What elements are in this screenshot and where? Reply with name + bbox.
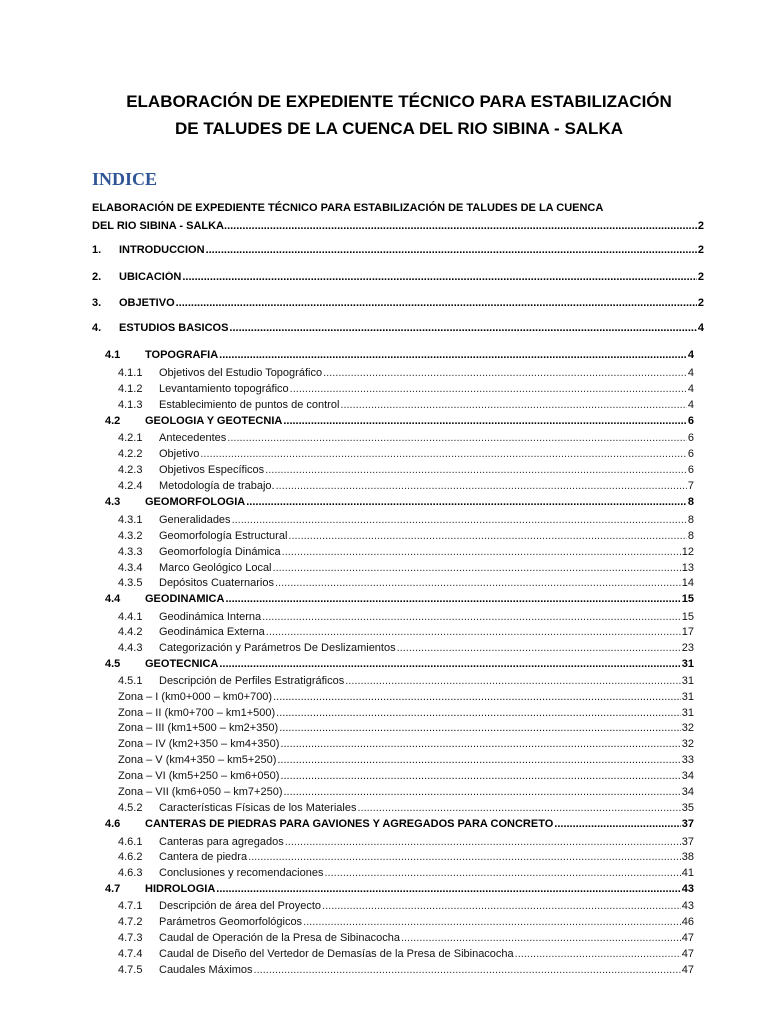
- toc-entry-page: 4: [687, 383, 694, 395]
- toc-entry-page: 12: [681, 546, 694, 558]
- toc-entry-title: Geodinámica Interna: [159, 611, 262, 623]
- toc-entry-number: 4.4: [105, 593, 121, 605]
- toc-entry[interactable]: [118, 964, 694, 976]
- title-line-1: ELABORACIÓN DE EXPEDIENTE TÉCNICO PARA ESTABILIZACIÓN: [126, 92, 672, 111]
- toc-header-page: 2: [697, 220, 704, 232]
- toc-leader-dots: [324, 867, 680, 879]
- toc-entry-page: 33: [681, 754, 694, 766]
- toc-entry-title: Caudal de Diseño del Vertedor de Demasías de la Presa de Sibinacocha: [159, 948, 514, 960]
- toc-entry-number: 4.1.3: [118, 399, 143, 411]
- toc-leader-dots: [277, 754, 680, 766]
- toc-entry-title: Zona – III (km1+500 – km2+350): [118, 722, 279, 734]
- toc-entry-number: 3.: [92, 297, 102, 309]
- toc-entry-number: 4.7: [105, 883, 121, 895]
- indice-heading: INDICE: [92, 169, 158, 189]
- toc-leader-dots: [340, 399, 686, 411]
- toc-entry-title: Levantamiento topográfico: [159, 383, 289, 395]
- toc-entry-number: 4.7.3: [118, 932, 143, 944]
- toc-entry-page: 17: [681, 626, 694, 638]
- toc-entry-number: 4.5.2: [118, 802, 143, 814]
- toc-entry-page: 43: [681, 900, 694, 912]
- toc-entry-page: 31: [681, 707, 694, 719]
- toc-leader-dots: [303, 916, 681, 928]
- toc-entry-title: Cantera de piedra: [159, 851, 248, 863]
- toc-entry[interactable]: [118, 948, 694, 960]
- toc-entry[interactable]: [118, 691, 694, 703]
- toc-entry-number: 4.6.1: [118, 836, 143, 848]
- toc-entry-page: 6: [687, 432, 694, 444]
- toc-entry-number: 4.7.2: [118, 916, 143, 928]
- toc-entry-title: Canteras para agregados: [159, 836, 284, 848]
- toc-entry[interactable]: [118, 464, 694, 476]
- toc-entry-page: 34: [681, 770, 694, 782]
- toc-entry-page: 47: [681, 932, 694, 944]
- toc-entry[interactable]: [105, 818, 694, 830]
- toc-leader-dots: [246, 496, 687, 508]
- toc-entry-page: 8: [687, 496, 694, 508]
- toc-entry-title: Características Físicas de los Materiales: [159, 802, 357, 814]
- toc-entry-title: Generalidades: [159, 514, 231, 526]
- toc-leader-dots: [219, 658, 680, 670]
- toc-entry[interactable]: [118, 399, 694, 411]
- toc-entry[interactable]: [118, 836, 694, 848]
- toc-entry-page: 47: [681, 964, 694, 976]
- toc-entry-page: 34: [681, 786, 694, 798]
- toc-entry-title: Zona – IV (km2+350 – km4+350): [118, 738, 280, 750]
- toc-entry-page: 37: [681, 818, 694, 830]
- toc-entry-page: 35: [681, 802, 694, 814]
- toc-entry[interactable]: [118, 514, 694, 526]
- toc-entry-number: 4.2: [105, 415, 121, 427]
- toc-entry-title: Parámetros Geomorfológicos: [159, 916, 303, 928]
- toc-entry-page: 8: [687, 530, 694, 542]
- toc-entry-page: 2: [697, 271, 704, 283]
- toc-entry-title: Zona – I (km0+000 – km0+700): [118, 691, 273, 703]
- toc-leader-dots: [290, 383, 687, 395]
- title-line-2: DE TALUDES DE LA CUENCA DEL RIO SIBINA - SALKA: [175, 119, 623, 138]
- toc-entry-title: Zona – V (km4+350 – km5+250): [118, 754, 277, 766]
- toc-entry-title: GEOLOGIA Y GEOTECNIA: [145, 415, 283, 427]
- toc-entry-title: Objetivos del Estudio Topográfico: [159, 367, 323, 379]
- toc-entry-title: Zona – VII (km6+050 – km7+250): [118, 786, 283, 798]
- toc-entry-number: 4.5.1: [118, 675, 143, 687]
- toc-entry-title: Establecimiento de puntos de control: [159, 399, 340, 411]
- toc-leader-dots: [283, 786, 680, 798]
- toc-entry-number: 4.4.2: [118, 626, 143, 638]
- toc-leader-dots: [279, 722, 681, 734]
- toc-leader-dots: [554, 818, 680, 830]
- toc-leader-dots: [345, 675, 681, 687]
- toc-entry-number: 2.: [92, 271, 102, 283]
- toc-entry-title: Objetivo: [159, 448, 200, 460]
- toc-entry-number: 4.7.5: [118, 964, 143, 976]
- toc-entry[interactable]: [118, 786, 694, 798]
- toc-leader-dots: [322, 900, 681, 912]
- toc-entry-page: 4: [687, 399, 694, 411]
- toc-entry[interactable]: [118, 802, 694, 814]
- toc-entry-number: 4.3.4: [118, 562, 143, 574]
- toc-entry-number: 4.7.1: [118, 900, 143, 912]
- toc-entry[interactable]: [105, 349, 694, 361]
- toc-entry-page: 31: [681, 658, 694, 670]
- toc-entry-page: 31: [681, 691, 694, 703]
- toc-entry-title: Geodinámica Externa: [159, 626, 265, 638]
- toc-entry-title: Categorización y Parámetros De Deslizamientos: [159, 642, 396, 654]
- toc-entry-page: 32: [681, 722, 694, 734]
- toc-entry-number: 4.6.3: [118, 867, 143, 879]
- toc-entry-title: Caudal de Operación de la Presa de Sibinacocha: [159, 932, 400, 944]
- toc-entry-title: ESTUDIOS BASICOS: [119, 322, 229, 334]
- toc-entry-page: 23: [681, 642, 694, 654]
- toc-entry[interactable]: [118, 432, 694, 444]
- toc-entry-title: Geomorfología Estructural: [159, 530, 288, 542]
- toc-leader-dots: [357, 802, 680, 814]
- toc-entry[interactable]: [92, 271, 704, 283]
- toc-entry-number: 4.1: [105, 349, 121, 361]
- toc-entry-page: 6: [687, 415, 694, 427]
- toc-entry-number: 4.2.1: [118, 432, 143, 444]
- toc-header-line-2: DEL RIO SIBINA - SALKA: [92, 220, 225, 232]
- toc-leader-dots: [283, 415, 687, 427]
- toc-entry[interactable]: [105, 883, 694, 895]
- toc-entry[interactable]: [118, 916, 694, 928]
- toc-leader-dots: [273, 562, 681, 574]
- toc-entry-title: Geomorfología Dinámica: [159, 546, 281, 558]
- toc-leader-dots: [280, 738, 680, 750]
- toc-entry[interactable]: [92, 244, 704, 256]
- toc-leader-dots: [254, 964, 681, 976]
- toc-entry[interactable]: [105, 415, 694, 427]
- toc-entry-page: 7: [687, 480, 694, 492]
- toc-entry-page: 32: [681, 738, 694, 750]
- toc-entry[interactable]: [118, 480, 694, 492]
- toc-entry-page: 2: [697, 297, 704, 309]
- toc-leader-dots: [262, 611, 681, 623]
- toc-entry-page: 13: [681, 562, 694, 574]
- toc-leader-dots: [266, 626, 681, 638]
- toc-leader-dots: [273, 691, 681, 703]
- toc-entry[interactable]: [118, 707, 694, 719]
- toc-entry-page: 38: [681, 851, 694, 863]
- toc-leader-dots: [397, 642, 681, 654]
- toc-entry-number: 4.2.2: [118, 448, 143, 460]
- toc-entry-title: Caudales Máximos: [159, 964, 253, 976]
- toc-leader-dots: [227, 432, 687, 444]
- toc-entry-number: 4.1.2: [118, 383, 143, 395]
- toc-entry-number: 4.3.5: [118, 577, 143, 589]
- toc-leader-dots: [176, 297, 697, 309]
- toc-entry[interactable]: [118, 932, 694, 944]
- toc-entry-title: Descripción de Perfiles Estratigráficos: [159, 675, 345, 687]
- toc-entry-page: 46: [681, 916, 694, 928]
- toc-entry[interactable]: [118, 851, 694, 863]
- toc-entry-title: Depósitos Cuaternarios: [159, 577, 274, 589]
- toc-entry-title: CANTERAS DE PIEDRAS PARA GAVIONES Y AGREGADOS PARA CONCRETO: [145, 818, 554, 830]
- toc-entry-page: 37: [681, 836, 694, 848]
- toc-entry[interactable]: [118, 722, 694, 734]
- toc-entry[interactable]: [105, 593, 694, 605]
- toc-leader-dots: [401, 932, 681, 944]
- toc-entry-page: 8: [687, 514, 694, 526]
- toc-leader-dots: [216, 883, 680, 895]
- toc-entry-page: 15: [681, 593, 694, 605]
- toc-entry-page: 6: [687, 464, 694, 476]
- toc-header-line-1: ELABORACIÓN DE EXPEDIENTE TÉCNICO PARA ESTABILIZACIÓN DE TALUDES DE LA CUENCA: [92, 202, 604, 214]
- toc-entry-number: 4.3.1: [118, 514, 143, 526]
- toc-leader-dots: [276, 707, 681, 719]
- toc-leader-dots: [219, 349, 687, 361]
- toc-entry[interactable]: [118, 367, 694, 379]
- toc-entry-page: 4: [687, 349, 694, 361]
- toc-entry-page: 14: [681, 577, 694, 589]
- toc-leader-dots: [229, 322, 696, 334]
- toc-leader-dots: [232, 514, 687, 526]
- toc-entry[interactable]: [118, 900, 694, 912]
- toc-entry-title: Marco Geológico Local: [159, 562, 272, 574]
- toc-entry-number: 4.4.3: [118, 642, 143, 654]
- toc-entry[interactable]: [118, 577, 694, 589]
- toc-leader-dots: [276, 480, 687, 492]
- toc-leader-dots: [282, 546, 681, 558]
- toc-entry-title: HIDROLOGIA: [145, 883, 216, 895]
- toc-entry-title: OBJETIVO: [119, 297, 175, 309]
- toc-leader-dots: [285, 836, 681, 848]
- toc-entry-number: 4.6: [105, 818, 121, 830]
- toc-entry-number: 4.3.2: [118, 530, 143, 542]
- toc-entry-title: TOPOGRAFIA: [145, 349, 219, 361]
- toc-entry[interactable]: [92, 322, 704, 334]
- toc-entry[interactable]: [118, 626, 694, 638]
- toc-entry-title: Metodología de trabajo.: [159, 480, 275, 492]
- toc-leader-dots: [182, 271, 697, 283]
- toc-entry-number: 4.3.3: [118, 546, 143, 558]
- toc-leader-dots: [200, 448, 687, 460]
- toc-entry[interactable]: [118, 675, 694, 687]
- toc-entry-page: 15: [681, 611, 694, 623]
- toc-entry[interactable]: [118, 738, 694, 750]
- toc-entry-title: Descripción de área del Proyecto: [159, 900, 322, 912]
- toc-leader-dots: [275, 577, 681, 589]
- toc-entry[interactable]: [118, 546, 694, 558]
- toc-entry-number: 4.2.4: [118, 480, 143, 492]
- toc-leader-dots: [225, 593, 680, 605]
- toc-entry[interactable]: [118, 770, 694, 782]
- toc-leader-dots: [323, 367, 687, 379]
- toc-entry-number: 1.: [92, 244, 102, 256]
- toc-entry-page: 6: [687, 448, 694, 460]
- toc-entry[interactable]: [118, 642, 694, 654]
- toc-entry-title: GEODINAMICA: [145, 593, 225, 605]
- toc-entry[interactable]: [118, 867, 694, 879]
- toc-entry-title: GEOTECNICA: [145, 658, 219, 670]
- toc-leader-dots: [280, 770, 680, 782]
- toc-entry-number: 4.4.1: [118, 611, 143, 623]
- toc-entry[interactable]: [118, 530, 694, 542]
- toc-entry[interactable]: [118, 754, 694, 766]
- toc-entry[interactable]: [92, 297, 704, 309]
- toc-entry-page: 41: [681, 867, 694, 879]
- toc-entry-title: Zona – II (km0+700 – km1+500): [118, 707, 276, 719]
- toc-entry-page: 47: [681, 948, 694, 960]
- toc-entry-number: 4.6.2: [118, 851, 143, 863]
- toc-entry-number: 4.2.3: [118, 464, 143, 476]
- toc-entry-title: UBICACIÓN: [119, 271, 182, 283]
- toc-entry-title: GEOMORFOLOGIA: [145, 496, 246, 508]
- toc-entry[interactable]: [118, 448, 694, 460]
- toc-entry-number: 4.5: [105, 658, 121, 670]
- toc-entry[interactable]: [118, 562, 694, 574]
- toc-entry-title: Objetivos Específicos: [159, 464, 265, 476]
- toc-entry-number: 4.3: [105, 496, 121, 508]
- toc-entry[interactable]: [105, 496, 694, 508]
- toc-entry-title: Conclusiones y recomendaciones: [159, 867, 324, 879]
- toc-entry[interactable]: [118, 383, 694, 395]
- toc-leader-dots: [206, 244, 697, 256]
- toc-entry-title: Zona – VI (km5+250 – km6+050): [118, 770, 280, 782]
- toc-entry-page: 4: [687, 367, 694, 379]
- toc-leader-dots: [515, 948, 681, 960]
- toc-entry-page: 4: [697, 322, 704, 334]
- toc-leader-dots: [288, 530, 686, 542]
- toc-entry[interactable]: [118, 611, 694, 623]
- toc-entry[interactable]: [105, 658, 694, 670]
- toc-entry-page: 31: [681, 675, 694, 687]
- toc-leader-dots: [248, 851, 681, 863]
- toc-entry-page: 43: [681, 883, 694, 895]
- toc-entry-number: 4.7.4: [118, 948, 143, 960]
- toc-entry-page: 2: [697, 244, 704, 256]
- toc-entry-number: 4.1.1: [118, 367, 143, 379]
- toc-entry-title: INTRODUCCION: [119, 244, 205, 256]
- toc-leader-dots: [265, 464, 687, 476]
- toc-entry-number: 4.: [92, 322, 102, 334]
- toc-entry-title: Antecedentes: [159, 432, 227, 444]
